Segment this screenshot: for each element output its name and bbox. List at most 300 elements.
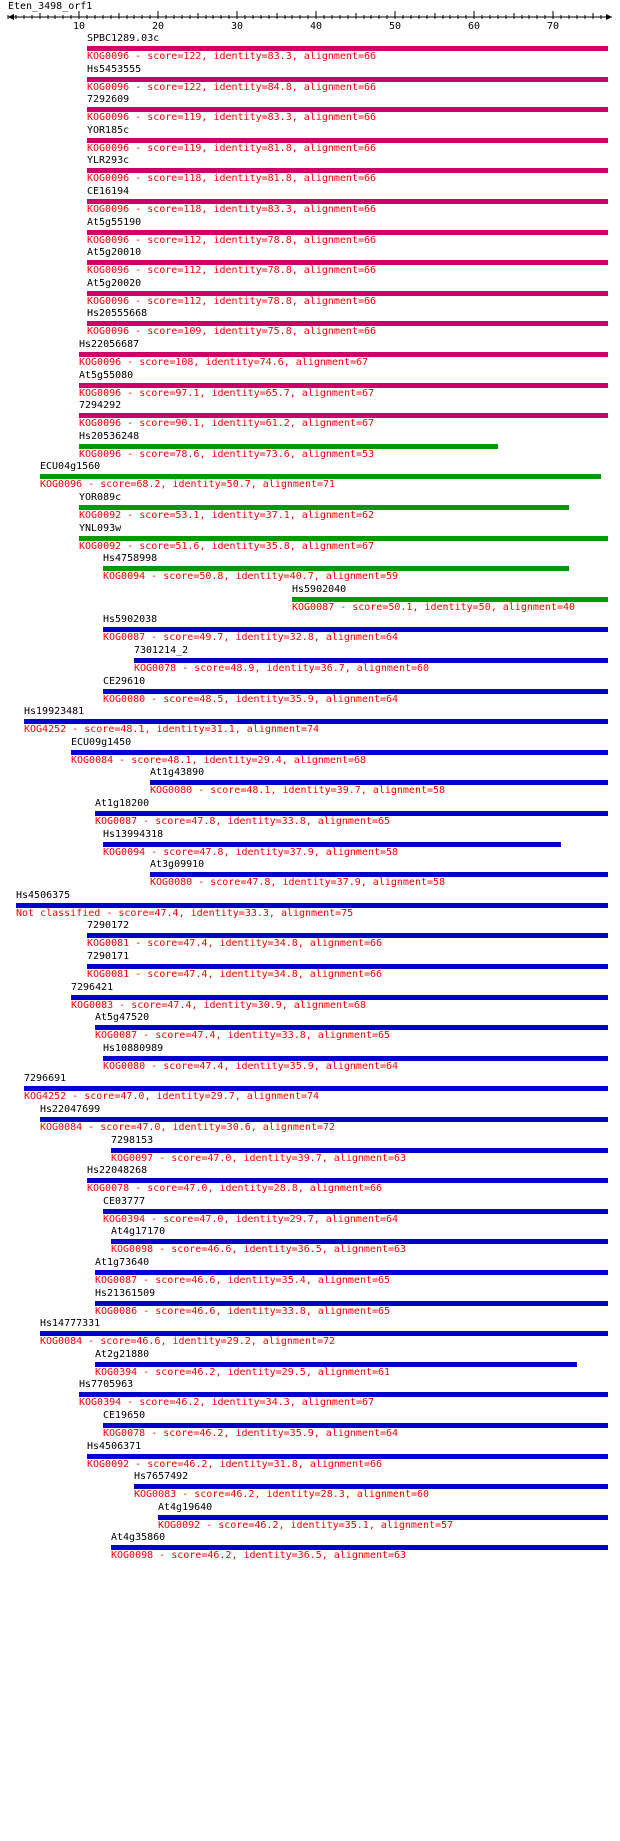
hit-alignment-length: 65 bbox=[378, 1306, 391, 1317]
hit-class: KOG0084 bbox=[40, 1336, 83, 1347]
hit-name-link[interactable]: CE19650 bbox=[103, 1410, 146, 1421]
hit-class: KOG0096 bbox=[87, 51, 130, 62]
ruler-tick-label: 30 bbox=[230, 21, 244, 32]
hit-score: 47.8 bbox=[191, 816, 216, 827]
hit-identity: 78.8 bbox=[267, 265, 292, 276]
hit-row[interactable] bbox=[87, 278, 612, 308]
hit-summary: KOG0092 - score=53.1, identity=37.1, alignment=62 bbox=[79, 510, 375, 521]
hit-identity: 61.2 bbox=[265, 418, 290, 429]
hit-class: KOG0096 bbox=[87, 235, 130, 246]
hit-summary: KOG0096 - score=90.1, identity=61.2, alignment=67 bbox=[79, 418, 375, 429]
hit-class: KOG0087 bbox=[95, 1030, 138, 1041]
hit-summary: KOG0078 - score=48.9, identity=36.7, alignment=60 bbox=[134, 663, 430, 674]
hit-row[interactable] bbox=[87, 1441, 612, 1471]
hit-row[interactable] bbox=[95, 1257, 612, 1287]
hit-identity: 35.9 bbox=[289, 1061, 314, 1072]
hit-score: 46.2 bbox=[183, 1459, 208, 1470]
hit-row[interactable] bbox=[87, 308, 612, 338]
hit-summary: KOG0092 - score=46.2, identity=31.8, alignment=66 bbox=[87, 1459, 383, 1470]
hit-name-link[interactable]: Hs22056687 bbox=[79, 339, 140, 350]
hit-class: KOG0087 bbox=[95, 1275, 138, 1286]
ruler-tick-label: 40 bbox=[309, 21, 323, 32]
hit-class: KOG0096 bbox=[79, 388, 122, 399]
hit-name-link[interactable]: YNL093w bbox=[79, 523, 122, 534]
hit-row[interactable] bbox=[87, 1165, 612, 1195]
hit-row[interactable] bbox=[87, 64, 612, 94]
hit-name-link[interactable]: 7301214_2 bbox=[134, 645, 189, 656]
hit-alignment-length: 68 bbox=[354, 755, 367, 766]
hit-alignment-length: 64 bbox=[386, 1428, 399, 1439]
hit-summary: KOG0096 - score=112, identity=78.8, alignment=66 bbox=[87, 235, 377, 246]
hit-alignment-length: 58 bbox=[386, 847, 399, 858]
hit-row[interactable] bbox=[87, 33, 612, 63]
hit-summary: KOG0092 - score=51.6, identity=35.8, alignment=67 bbox=[79, 541, 375, 552]
hit-score: 46.6 bbox=[207, 1244, 232, 1255]
hit-summary: KOG4252 - score=47.0, identity=29.7, alignment=74 bbox=[24, 1091, 320, 1102]
hit-name-link[interactable]: Hs5902040 bbox=[292, 584, 347, 595]
hit-score: 68.2 bbox=[136, 479, 161, 490]
hit-name-link[interactable]: Hs4506371 bbox=[87, 1441, 142, 1452]
hit-row[interactable] bbox=[79, 1379, 612, 1409]
hit-class: KOG0087 bbox=[95, 816, 138, 827]
hit-score: 47.0 bbox=[199, 1214, 224, 1225]
hit-score: 46.2 bbox=[254, 1520, 279, 1531]
hit-name-link[interactable]: Hs5902038 bbox=[103, 614, 158, 625]
hit-identity: 78.8 bbox=[267, 235, 292, 246]
hit-identity: 29.7 bbox=[289, 1214, 314, 1225]
hit-row[interactable] bbox=[134, 1471, 612, 1501]
hit-row[interactable] bbox=[95, 798, 612, 828]
hit-class: KOG0092 bbox=[87, 1459, 130, 1470]
hit-name-link[interactable]: 7292609 bbox=[87, 94, 130, 105]
hit-identity: 33.8 bbox=[281, 1306, 306, 1317]
hit-alignment-length: 63 bbox=[394, 1244, 407, 1255]
hit-row[interactable] bbox=[111, 1532, 612, 1562]
hit-alignment-length: 60 bbox=[417, 663, 430, 674]
hit-score: 46.6 bbox=[191, 1275, 216, 1286]
hit-summary: KOG0098 - score=46.6, identity=36.5, alignment=63 bbox=[111, 1244, 407, 1255]
hit-score: 47.8 bbox=[199, 847, 224, 858]
hit-alignment-length: 67 bbox=[355, 357, 369, 368]
hit-identity: 35.4 bbox=[281, 1275, 306, 1286]
hit-row[interactable] bbox=[103, 553, 612, 583]
hit-identity: 33.3 bbox=[244, 908, 269, 919]
hit-summary: KOG0084 - score=46.6, identity=29.2, alignment=72 bbox=[40, 1336, 336, 1347]
hit-class: KOG0083 bbox=[71, 1000, 114, 1011]
hit-identity: 81.8 bbox=[267, 143, 292, 154]
hit-score: 47.4 bbox=[167, 1000, 192, 1011]
ruler-tick-label: 70 bbox=[546, 21, 560, 32]
hit-row[interactable] bbox=[95, 1349, 612, 1379]
hit-identity: 36.7 bbox=[320, 663, 345, 674]
hit-summary: KOG0080 - score=48.1, identity=39.7, alignment=58 bbox=[150, 785, 446, 796]
hit-alignment-length: 60 bbox=[417, 1489, 430, 1500]
hit-name-link[interactable]: 7290171 bbox=[87, 951, 130, 962]
hit-class: KOG0080 bbox=[150, 785, 193, 796]
hit-name-link[interactable]: Hs19923481 bbox=[24, 706, 85, 717]
hit-summary: KOG0096 - score=109, identity=75.8, alignment=66 bbox=[87, 326, 377, 337]
hit-class: KOG0080 bbox=[150, 877, 193, 888]
ruler-tick-label: 20 bbox=[151, 21, 165, 32]
hit-score: 50.1 bbox=[388, 602, 413, 613]
hit-row[interactable] bbox=[87, 247, 612, 277]
hit-row[interactable] bbox=[150, 767, 612, 797]
hit-row[interactable] bbox=[103, 1196, 612, 1226]
hit-row[interactable] bbox=[103, 614, 612, 644]
hit-alignment-length: 67 bbox=[362, 418, 375, 429]
hit-class: KOG0087 bbox=[292, 602, 335, 613]
hit-alignment-length: 66 bbox=[363, 143, 377, 154]
hit-class: KOG0096 bbox=[40, 479, 83, 490]
hit-class: KOG0084 bbox=[71, 755, 114, 766]
hit-summary: KOG0096 - score=118, identity=81.8, alignment=66 bbox=[87, 173, 377, 184]
hit-name-link[interactable]: Hs13994318 bbox=[103, 829, 164, 840]
hit-name-link[interactable]: At5g55080 bbox=[79, 370, 134, 381]
hit-row[interactable] bbox=[79, 431, 612, 461]
hit-identity: 30.9 bbox=[257, 1000, 282, 1011]
hit-name-link[interactable]: CE29610 bbox=[103, 676, 146, 687]
hit-summary: KOG0080 - score=48.5, identity=35.9, alignment=64 bbox=[103, 694, 399, 705]
hit-name-link[interactable]: Hs22047699 bbox=[40, 1104, 101, 1115]
hit-name-link[interactable]: 7298153 bbox=[111, 1135, 154, 1146]
hit-row[interactable] bbox=[95, 1012, 612, 1042]
query-name: Eten_3498_orf1 bbox=[8, 1, 93, 12]
hit-identity: 30.6 bbox=[226, 1122, 251, 1133]
hit-name-link[interactable]: At5g55190 bbox=[87, 217, 142, 228]
hit-name-link[interactable]: YLR293c bbox=[87, 155, 130, 166]
hit-identity: 29.2 bbox=[226, 1336, 251, 1347]
hit-row[interactable] bbox=[87, 186, 612, 216]
hit-alignment-length: 40 bbox=[562, 602, 576, 613]
hit-score: 112 bbox=[183, 265, 202, 276]
hit-summary: KOG0096 - score=97.1, identity=65.7, alignment=67 bbox=[79, 388, 375, 399]
hit-score: 47.4 bbox=[199, 1061, 224, 1072]
hit-identity: 39.7 bbox=[336, 785, 361, 796]
hit-score: 97.1 bbox=[175, 388, 200, 399]
hit-row[interactable] bbox=[71, 737, 612, 767]
hit-class: KOG0092 bbox=[79, 541, 122, 552]
hit-class: KOG0081 bbox=[87, 969, 130, 980]
hit-summary: KOG0081 - score=47.4, identity=34.8, alignment=66 bbox=[87, 969, 383, 980]
hit-alignment-length: 67 bbox=[362, 388, 375, 399]
hit-score: 46.2 bbox=[207, 1550, 232, 1561]
hit-summary: KOG0097 - score=47.0, identity=39.7, alignment=63 bbox=[111, 1153, 407, 1164]
hit-summary: KOG0098 - score=46.2, identity=36.5, alignment=63 bbox=[111, 1550, 407, 1561]
hit-row[interactable] bbox=[79, 370, 612, 400]
hit-class: KOG0098 bbox=[111, 1550, 154, 1561]
hit-row[interactable] bbox=[79, 339, 612, 369]
hit-score: 48.1 bbox=[167, 755, 192, 766]
hit-row[interactable] bbox=[87, 951, 612, 981]
hit-identity: 36.5 bbox=[297, 1550, 322, 1561]
hit-identity: 83.3 bbox=[267, 112, 292, 123]
hit-name-link[interactable]: Hs5453555 bbox=[87, 64, 142, 75]
hit-row[interactable] bbox=[87, 920, 612, 950]
ruler-tick-label: 10 bbox=[72, 21, 86, 32]
hit-summary: KOG0087 - score=49.7, identity=32.8, alignment=64 bbox=[103, 632, 399, 643]
hit-alignment-length: 65 bbox=[378, 1030, 391, 1041]
hit-identity: 36.5 bbox=[297, 1244, 322, 1255]
hit-summary: KOG0083 - score=47.4, identity=30.9, alignment=68 bbox=[71, 1000, 367, 1011]
hit-identity: 65.7 bbox=[265, 388, 290, 399]
hit-name-link[interactable]: YOR185c bbox=[87, 125, 130, 136]
hit-identity: 75.8 bbox=[267, 326, 292, 337]
hit-identity: 31.1 bbox=[210, 724, 235, 735]
hit-summary: KOG0096 - score=68.2, identity=50.7, alignment=71 bbox=[40, 479, 336, 490]
hit-row[interactable] bbox=[103, 829, 612, 859]
hit-alignment-length: 61 bbox=[378, 1367, 391, 1378]
hit-name-link[interactable]: CE16194 bbox=[87, 186, 130, 197]
hit-class: KOG0096 bbox=[79, 357, 122, 368]
hit-class: KOG0096 bbox=[87, 173, 130, 184]
hit-row[interactable] bbox=[16, 890, 612, 920]
hit-score: 48.5 bbox=[199, 694, 224, 705]
hit-name-link[interactable]: 7296421 bbox=[71, 982, 114, 993]
hit-summary: KOG0394 - score=46.2, identity=29.5, alignment=61 bbox=[95, 1367, 391, 1378]
hit-summary: KOG0394 - score=46.2, identity=34.3, alignment=67 bbox=[79, 1397, 375, 1408]
hit-summary: KOG0087 - score=50.1, identity=50, alignment=40 bbox=[292, 602, 576, 613]
hit-score: 46.2 bbox=[230, 1489, 255, 1500]
hit-summary: KOG0084 - score=48.1, identity=29.4, alignment=68 bbox=[71, 755, 367, 766]
hit-row[interactable] bbox=[87, 125, 612, 155]
hit-alignment-length: 64 bbox=[386, 632, 399, 643]
hit-class: KOG0078 bbox=[87, 1183, 130, 1194]
hit-identity: 83.3 bbox=[267, 51, 292, 62]
hit-row[interactable] bbox=[87, 155, 612, 185]
hit-identity: 29.4 bbox=[257, 755, 282, 766]
hit-row[interactable] bbox=[87, 94, 612, 124]
hit-class: KOG0096 bbox=[79, 449, 122, 460]
hit-name-link[interactable]: At1g18200 bbox=[95, 798, 150, 809]
hit-summary: KOG0080 - score=47.4, identity=35.9, alignment=64 bbox=[103, 1061, 399, 1072]
hit-identity: 37.9 bbox=[289, 847, 314, 858]
hit-alignment-length: 66 bbox=[363, 82, 377, 93]
hit-row[interactable] bbox=[111, 1135, 612, 1165]
hit-summary: KOG0096 - score=119, identity=83.3, alignment=66 bbox=[87, 112, 377, 123]
hit-score: 47.4 bbox=[154, 908, 179, 919]
hit-row[interactable] bbox=[24, 706, 612, 736]
hit-row[interactable] bbox=[158, 1502, 612, 1532]
hit-alignment-length: 66 bbox=[370, 1459, 383, 1470]
hit-identity: 50.7 bbox=[226, 479, 251, 490]
hit-name-link[interactable]: At5g20010 bbox=[87, 247, 142, 258]
hit-row[interactable] bbox=[79, 523, 612, 553]
hit-name-link[interactable]: Hs14777331 bbox=[40, 1318, 101, 1329]
hit-identity: 37.9 bbox=[336, 877, 361, 888]
hit-alignment-length: 72 bbox=[323, 1336, 336, 1347]
hit-name-link[interactable]: 7294292 bbox=[79, 400, 122, 411]
hit-name-link[interactable]: 7296691 bbox=[24, 1073, 67, 1084]
hit-row[interactable] bbox=[292, 584, 612, 614]
hit-row[interactable] bbox=[24, 1073, 612, 1103]
hit-name-link[interactable]: CE03777 bbox=[103, 1196, 146, 1207]
hit-row[interactable] bbox=[79, 492, 612, 522]
hit-score: 47.4 bbox=[191, 1030, 216, 1041]
hit-alignment-length: 66 bbox=[363, 173, 377, 184]
hit-identity: 32.8 bbox=[289, 632, 314, 643]
hit-row[interactable] bbox=[150, 859, 612, 889]
hit-summary: KOG0094 - score=50.8, identity=40.7, alignment=59 bbox=[103, 571, 399, 582]
hit-identity: 28.3 bbox=[320, 1489, 345, 1500]
hit-alignment-length: 66 bbox=[363, 296, 377, 307]
hit-score: 46.6 bbox=[136, 1336, 161, 1347]
hit-summary: KOG0096 - score=112, identity=78.8, alignment=66 bbox=[87, 265, 377, 276]
hit-name-link[interactable]: Hs22048268 bbox=[87, 1165, 148, 1176]
hit-summary: Not classified - score=47.4, identity=33.3, alignment=75 bbox=[16, 908, 354, 919]
hit-class: KOG0098 bbox=[111, 1244, 154, 1255]
hit-class: KOG4252 bbox=[24, 1091, 67, 1102]
hit-row[interactable] bbox=[87, 217, 612, 247]
hit-score: 49.7 bbox=[199, 632, 224, 643]
hit-name-link[interactable]: At4g35860 bbox=[111, 1532, 166, 1543]
hit-class: KOG0078 bbox=[103, 1428, 146, 1439]
hit-identity: 50 bbox=[478, 602, 491, 613]
hit-name-link[interactable]: At4g19640 bbox=[158, 1502, 213, 1513]
hit-identity: 83.3 bbox=[267, 204, 292, 215]
hit-class: KOG0096 bbox=[87, 112, 130, 123]
hit-identity: 78.8 bbox=[267, 296, 292, 307]
hit-score: 46.2 bbox=[191, 1367, 216, 1378]
hit-alignment-length: 74 bbox=[307, 1091, 320, 1102]
hit-score: 122 bbox=[183, 82, 202, 93]
hit-alignment-length: 64 bbox=[386, 1214, 399, 1225]
hit-name-link[interactable]: Hs20555668 bbox=[87, 308, 148, 319]
hit-summary: KOG0087 - score=47.4, identity=33.8, alignment=65 bbox=[95, 1030, 391, 1041]
hit-score: 48.1 bbox=[246, 785, 271, 796]
hit-identity: 40.7 bbox=[289, 571, 314, 582]
hit-score: 119 bbox=[183, 143, 202, 154]
hit-alignment-length: 66 bbox=[370, 938, 383, 949]
hit-class: KOG0394 bbox=[79, 1397, 122, 1408]
hit-summary: KOG0078 - score=47.0, identity=28.8, alignment=66 bbox=[87, 1183, 383, 1194]
hit-name-link[interactable]: Hs21361509 bbox=[95, 1288, 156, 1299]
hit-row[interactable] bbox=[95, 1288, 612, 1318]
hit-score: 46.2 bbox=[199, 1428, 224, 1439]
hit-name-link[interactable]: At5g20020 bbox=[87, 278, 142, 289]
hit-row[interactable] bbox=[71, 982, 612, 1012]
hit-summary: KOG0078 - score=46.2, identity=35.9, alignment=64 bbox=[103, 1428, 399, 1439]
hit-alignment-length: 66 bbox=[363, 112, 377, 123]
hit-summary: KOG0092 - score=46.2, identity=35.1, alignment=57 bbox=[158, 1520, 454, 1531]
hit-identity: 34.3 bbox=[265, 1397, 290, 1408]
hit-identity: 73.6 bbox=[265, 449, 290, 460]
hit-alignment-length: 64 bbox=[386, 694, 399, 705]
hit-alignment-length: 72 bbox=[323, 1122, 336, 1133]
hit-score: 47.0 bbox=[207, 1153, 232, 1164]
hit-score: 112 bbox=[183, 296, 202, 307]
hit-name-link[interactable]: Hs10880989 bbox=[103, 1043, 164, 1054]
hit-class: KOG0094 bbox=[103, 571, 146, 582]
hit-identity: 81.8 bbox=[267, 173, 292, 184]
hit-name-link[interactable]: 7290172 bbox=[87, 920, 130, 931]
hit-alignment-length: 53 bbox=[362, 449, 375, 460]
hit-identity: 34.8 bbox=[273, 969, 298, 980]
hit-row[interactable] bbox=[40, 1104, 612, 1134]
hit-name-link[interactable]: At4g17170 bbox=[111, 1226, 166, 1237]
hit-name-link[interactable]: Hs7657492 bbox=[134, 1471, 189, 1482]
hit-name-link[interactable]: Hs7705963 bbox=[79, 1379, 134, 1390]
hit-identity: 39.7 bbox=[297, 1153, 322, 1164]
hit-class: KOG0096 bbox=[79, 418, 122, 429]
hit-class: KOG0087 bbox=[103, 632, 146, 643]
hit-name-link[interactable]: Hs4758998 bbox=[103, 553, 158, 564]
hit-name-link[interactable]: At3g09910 bbox=[150, 859, 205, 870]
hit-row[interactable] bbox=[79, 400, 612, 430]
hit-class: KOG0096 bbox=[87, 326, 130, 337]
hit-row[interactable] bbox=[103, 676, 612, 706]
hit-score: 48.1 bbox=[120, 724, 145, 735]
hit-alignment-length: 66 bbox=[363, 235, 377, 246]
hit-row[interactable] bbox=[134, 645, 612, 675]
hit-class: KOG0081 bbox=[87, 938, 130, 949]
hit-class: KOG0086 bbox=[95, 1306, 138, 1317]
hit-alignment-length: 67 bbox=[362, 1397, 375, 1408]
hit-row[interactable] bbox=[103, 1410, 612, 1440]
hit-name-link[interactable]: At5g47520 bbox=[95, 1012, 150, 1023]
hit-summary: KOG0087 - score=47.8, identity=33.8, alignment=65 bbox=[95, 816, 391, 827]
hit-alignment-length: 74 bbox=[307, 724, 320, 735]
hit-identity: 37.1 bbox=[265, 510, 290, 521]
hit-score: 46.2 bbox=[175, 1397, 200, 1408]
hit-class: KOG0084 bbox=[40, 1122, 83, 1133]
hit-name-link[interactable]: Hs4506375 bbox=[16, 890, 71, 901]
hit-summary: KOG0081 - score=47.4, identity=34.8, alignment=66 bbox=[87, 938, 383, 949]
hit-alignment-length: 65 bbox=[378, 1275, 391, 1286]
hit-score: 47.0 bbox=[120, 1091, 145, 1102]
hit-identity: 35.8 bbox=[265, 541, 290, 552]
hit-name-link[interactable]: Hs20536248 bbox=[79, 431, 140, 442]
hit-summary: KOG0094 - score=47.8, identity=37.9, alignment=58 bbox=[103, 847, 399, 858]
hit-alignment-length: 58 bbox=[433, 877, 446, 888]
hit-name-link[interactable]: At1g73640 bbox=[95, 1257, 150, 1268]
hit-score: 112 bbox=[183, 235, 202, 246]
hit-row[interactable] bbox=[40, 1318, 612, 1348]
hit-name-link[interactable]: ECU09g1450 bbox=[71, 737, 132, 748]
hit-class: Not classified bbox=[16, 908, 101, 919]
hit-alignment-length: 63 bbox=[394, 1153, 407, 1164]
ruler-tick-label: 50 bbox=[388, 21, 402, 32]
hit-alignment-length: 62 bbox=[362, 510, 375, 521]
hit-name-link[interactable]: YOR089c bbox=[79, 492, 122, 503]
hit-alignment-length: 66 bbox=[363, 51, 377, 62]
hit-summary: KOG0083 - score=46.2, identity=28.3, alignment=60 bbox=[134, 1489, 430, 1500]
hit-score: 47.0 bbox=[183, 1183, 208, 1194]
hit-score: 46.6 bbox=[191, 1306, 216, 1317]
hit-class: KOG0097 bbox=[111, 1153, 154, 1164]
hit-alignment-length: 57 bbox=[441, 1520, 454, 1531]
hit-summary: KOG0096 - score=118, identity=83.3, alignment=66 bbox=[87, 204, 377, 215]
hit-name-link[interactable]: SPBC1289.03c bbox=[87, 33, 160, 44]
hit-alignment-length: 65 bbox=[378, 816, 391, 827]
hit-score: 118 bbox=[183, 204, 202, 215]
hit-name-link[interactable]: At2g21880 bbox=[95, 1349, 150, 1360]
hit-alignment-length: 66 bbox=[363, 265, 377, 276]
hit-row[interactable] bbox=[103, 1043, 612, 1073]
hit-score: 108 bbox=[175, 357, 194, 368]
hit-name-link[interactable]: ECU04g1560 bbox=[40, 461, 101, 472]
hit-class: KOG0096 bbox=[87, 204, 130, 215]
hit-score: 122 bbox=[183, 51, 202, 62]
hit-class: KOG0092 bbox=[79, 510, 122, 521]
hit-row[interactable] bbox=[40, 461, 612, 491]
ruler-tick-label: 60 bbox=[467, 21, 481, 32]
hit-summary: KOG4252 - score=48.1, identity=31.1, alignment=74 bbox=[24, 724, 320, 735]
hit-identity: 35.1 bbox=[344, 1520, 369, 1531]
hit-class: KOG0083 bbox=[134, 1489, 177, 1500]
hit-row[interactable] bbox=[111, 1226, 612, 1256]
hit-identity: 28.8 bbox=[273, 1183, 298, 1194]
hit-name-link[interactable]: At1g43890 bbox=[150, 767, 205, 778]
